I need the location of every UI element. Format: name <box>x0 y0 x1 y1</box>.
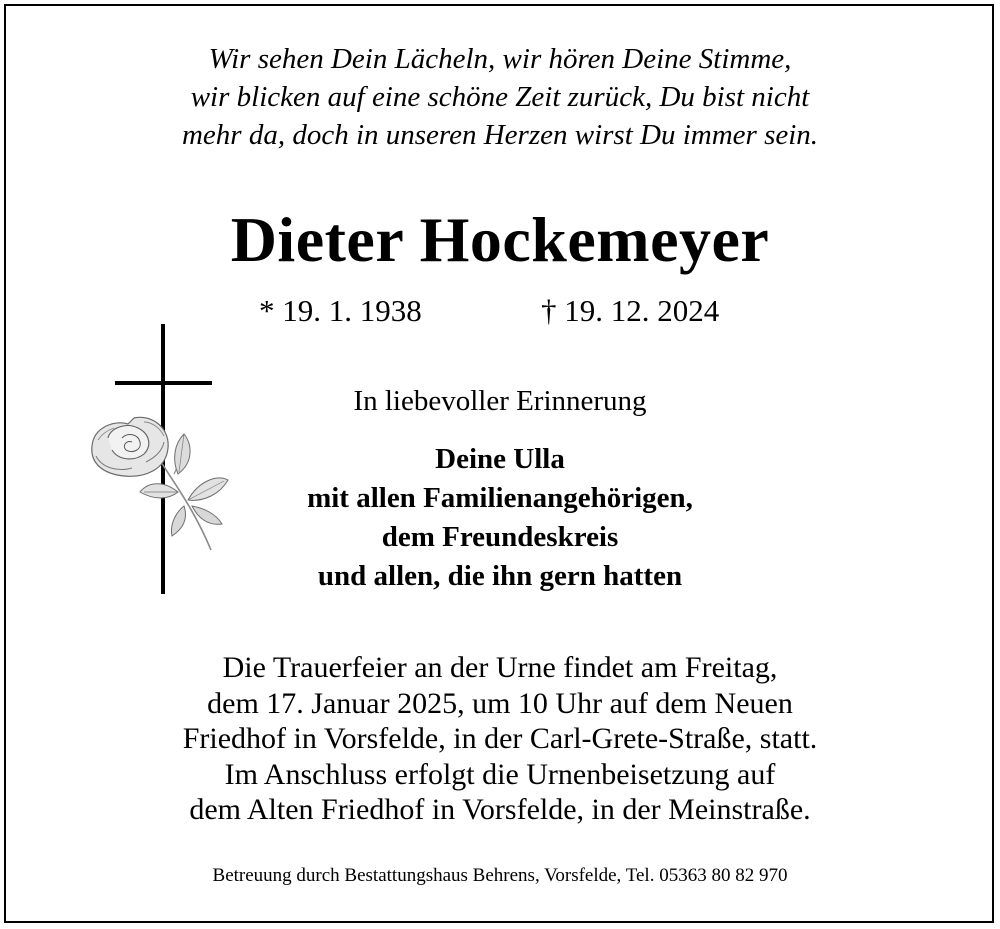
verse-line: Wir sehen Dein Lächeln, wir hören Deine Stimme, <box>208 43 792 75</box>
service-line: dem Alten Friedhof in Vorsfelde, in der Meinstraße. <box>189 793 811 827</box>
verse-line: mehr da, doch in unseren Herzen wirst Du immer sein. <box>181 119 819 151</box>
memorial-verse <box>0 40 1000 154</box>
service-line: Die Trauerfeier an der Urne findet am Freitag, <box>222 651 778 684</box>
birth-date: * 19. 1. 1938 <box>259 293 422 328</box>
death-date: † 19. 12. 2024 <box>541 293 720 328</box>
funeral-service-info <box>0 650 1000 828</box>
mourners-list <box>0 440 1000 596</box>
mourner-line: dem Freundeskreis <box>381 521 619 553</box>
memory-line: In liebevoller Erinnerung <box>353 385 647 417</box>
deceased-name: Dieter Hockemeyer <box>230 204 770 275</box>
service-line: dem 17. Januar 2025, um 10 Uhr auf dem Neuen <box>207 686 793 720</box>
service-line: Friedhof in Vorsfelde, in der Carl-Grete-Straße, statt. <box>182 722 818 756</box>
funeral-home-footer: Betreuung durch Bestattungshaus Behrens, Vorsfelde, Tel. 05363 80 82 970 <box>212 865 788 886</box>
verse-line: wir blicken auf eine schöne Zeit zurück, Du bist nicht <box>190 81 810 113</box>
mourner-line: mit allen Familienangehörigen, <box>307 482 693 514</box>
mourner-line: und allen, die ihn gern hatten <box>317 560 683 592</box>
service-line: Im Anschluss erfolgt die Urnenbeisetzung auf <box>224 757 776 791</box>
mourner-line: Deine Ulla <box>435 443 565 475</box>
